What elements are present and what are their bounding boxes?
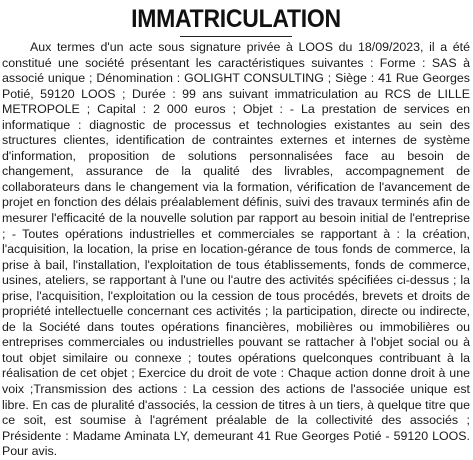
notice-body: Aux termes d'un acte sous signature privée à LOOS du 18/09/2023, il a été constitué une société présentant les caractéristiques suivantes : Forme : SAS à associé unique ; Dénomination : GOLIGHT CONSULTING ; Siège : 41 Rue Georges Potié, 59120 LOOS ; Durée : 99 ans suivant immatriculation au RCS de LILLE METROPOLE ; Capital : 2 000 euros ; Objet : - La prestation de services en informatique : diagnostic de processus et technologies existantes au sein des structures clientes, identification de contraintes externes et internes de système d'information, proposition de solutions personnalisées face au besoin de changement, assurance de la qualité des livrables, accompagnement de collaborateurs dans le changement via la formation, vérification de l'avancement de projet en fonction des délais préalablement définis, suivi des travaux terminés afin de mesurer l'efficacité de la nouvelle solution par rapport au besoin initial de l'entreprise ; - Toutes opérations industrielles et commerciales se rapportant à : la création, l'acquisition, la location, la prise en location-gérance de tous fonds de commerce, la prise à bail, l'installation, l'exploitation de tous établissements, fonds de commerce, usines, ateliers, se rapportant à l'une ou l'autre des activités spécifiées ci-dessus ; la prise, l'acquisition, l'exploitation ou la cession de tous procédés, brevets et droits de propriété intellectuelle concernant ces activités ; la participation, directe ou indirecte, de la Société dans toutes opérations financières, mobilières ou immobilières ou entreprises commerciales ou industrielles pouvant se rattacher à l'objet social ou à tout objet similaire ou connexe ; toutes opérations quelconques contribuant à la réalisation de cet objet ; Exercice du droit de vote : Chaque action donne droit à une voix ;Transmission des actions : La cession des actions de l'associée unique est libre. En cas de pluralité d'associés, la cession de titres à un tiers, à quelque titre que ce soit, est soumise à l'agrément préalable de la collectivité des associés ; Présidente : Madame Aminata LY, demeurant 41 Rue Georges Potié - 59120 LOOS. Pour avis.	[2, 40, 470, 459]
title-underline	[180, 36, 292, 37]
notice-title: IMMATRICULATION	[131, 5, 341, 33]
